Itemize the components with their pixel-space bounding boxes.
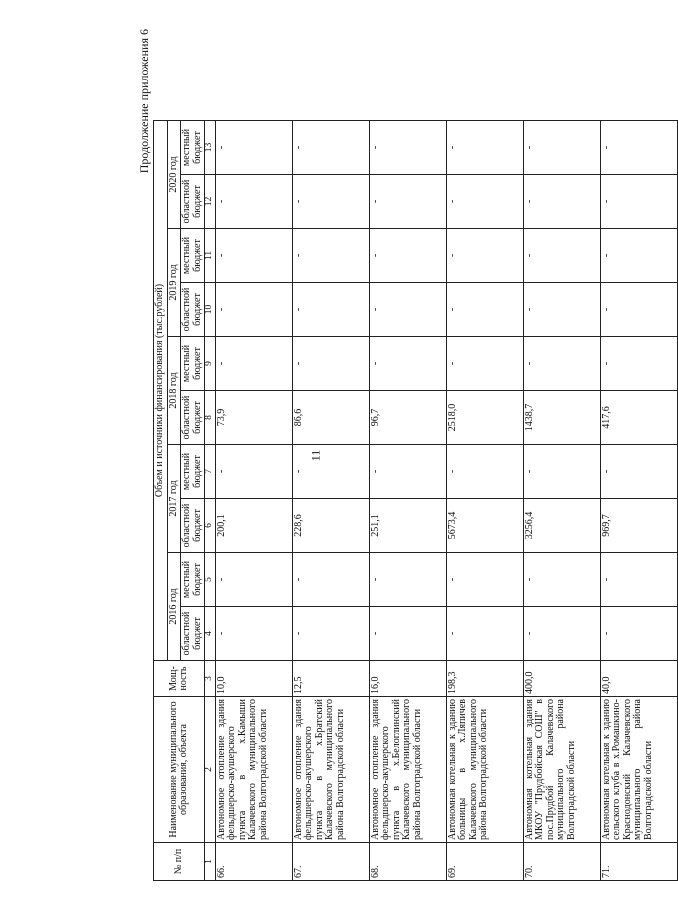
object-name: Автономное отопление здания фельдшерско-акушерского пункта в х.Братский Калачевского муниципального района Волгоградской области bbox=[292, 697, 369, 843]
column-number: 9 bbox=[205, 337, 216, 391]
object-name: Автономная котельная к зданию больницы в х.Ляпичев Калачевского муниципального района Волгоградской области bbox=[446, 697, 523, 843]
funding-value: - bbox=[215, 283, 292, 337]
column-number: 7 bbox=[205, 445, 216, 499]
funding-value: - bbox=[292, 337, 369, 391]
table-row bbox=[600, 121, 677, 881]
rotated-page bbox=[133, 21, 654, 889]
header-power: Мощ-ность bbox=[154, 661, 205, 697]
column-number: 8 bbox=[205, 391, 216, 445]
funding-value: - bbox=[292, 175, 369, 229]
funding-value: - bbox=[523, 175, 600, 229]
row-number: 68. bbox=[369, 843, 446, 881]
column-number: 13 bbox=[205, 121, 216, 175]
column-number: 3 bbox=[205, 661, 216, 697]
object-power: 40,0 bbox=[600, 661, 677, 697]
funding-value: - bbox=[600, 553, 677, 607]
row-number: 71. bbox=[600, 843, 677, 881]
header-local-budget: местный бюджет bbox=[181, 229, 205, 283]
column-number: 10 bbox=[205, 283, 216, 337]
header-year: 2016 год bbox=[167, 553, 181, 661]
row-number: 67. bbox=[292, 843, 369, 881]
header-regional-budget: областной бюджет bbox=[181, 175, 205, 229]
row-number: 70. bbox=[523, 843, 600, 881]
funding-value: - bbox=[600, 121, 677, 175]
funding-value: - bbox=[215, 175, 292, 229]
funding-value: - bbox=[369, 121, 446, 175]
funding-value: 969,7 bbox=[600, 499, 677, 553]
funding-value: 5673,4 bbox=[446, 499, 523, 553]
column-number: 5 bbox=[205, 553, 216, 607]
funding-value: - bbox=[292, 445, 369, 499]
object-name: Автономное отопление здания фельдшерско-акушерского пункта в х.Камыши Калачевского муниципального района Волгоградской области bbox=[215, 697, 292, 843]
funding-value: - bbox=[600, 283, 677, 337]
object-name: Автономная котельная здания МКОУ "Прудбойская СОШ" в пос.Прудбой Калачевского муниципального района Волгоградской области bbox=[523, 697, 600, 843]
financing-table bbox=[153, 120, 678, 881]
object-power: 10,0 bbox=[215, 661, 292, 697]
funding-value: - bbox=[369, 337, 446, 391]
header-regional-budget: областной бюджет bbox=[181, 391, 205, 445]
header-year: 2017 год bbox=[167, 445, 181, 553]
header-regional-budget: областной бюджет bbox=[181, 499, 205, 553]
header-name: Наименование муниципального образования, объекта bbox=[154, 697, 205, 843]
funding-value: - bbox=[292, 121, 369, 175]
table-row bbox=[523, 121, 600, 881]
column-number: 11 bbox=[205, 229, 216, 283]
object-power: 400,0 bbox=[523, 661, 600, 697]
funding-value: 1438,7 bbox=[523, 391, 600, 445]
header-regional-budget: областной бюджет bbox=[181, 283, 205, 337]
funding-value: 228,6 bbox=[292, 499, 369, 553]
funding-value: 73,9 bbox=[215, 391, 292, 445]
header-year: 2019 год bbox=[167, 229, 181, 337]
funding-value: - bbox=[446, 337, 523, 391]
row-number: 69. bbox=[446, 843, 523, 881]
column-number: 4 bbox=[205, 607, 216, 661]
funding-value: - bbox=[446, 121, 523, 175]
funding-value: - bbox=[446, 283, 523, 337]
funding-value: - bbox=[523, 121, 600, 175]
funding-value: - bbox=[446, 175, 523, 229]
object-name: Автономное отопление здания фельдшерско-акушерского пункта в х.Белоглинский Калачевского муниципального района Волгоградской области bbox=[369, 697, 446, 843]
funding-value: - bbox=[446, 607, 523, 661]
header-year: 2020 год bbox=[167, 121, 181, 229]
funding-value: - bbox=[600, 337, 677, 391]
funding-value: - bbox=[369, 553, 446, 607]
funding-value: 200,1 bbox=[215, 499, 292, 553]
funding-value: - bbox=[523, 445, 600, 499]
funding-value: - bbox=[292, 607, 369, 661]
object-power: 12,5 bbox=[292, 661, 369, 697]
funding-value: - bbox=[523, 607, 600, 661]
funding-value: - bbox=[215, 607, 292, 661]
funding-value: 2518,0 bbox=[446, 391, 523, 445]
table-row bbox=[369, 121, 446, 881]
column-number: 12 bbox=[205, 175, 216, 229]
header-year: 2018 год bbox=[167, 337, 181, 445]
funding-value: - bbox=[369, 229, 446, 283]
funding-value: - bbox=[369, 283, 446, 337]
column-number: 1 bbox=[205, 843, 216, 881]
funding-value: - bbox=[215, 229, 292, 283]
funding-value: - bbox=[600, 229, 677, 283]
header-local-budget: местный бюджет bbox=[181, 553, 205, 607]
funding-value: - bbox=[446, 445, 523, 499]
funding-value: 86,6 bbox=[292, 391, 369, 445]
funding-value: - bbox=[292, 229, 369, 283]
object-name: Автономная котельная к зданию сельского клуба в х.Ромашкино-Краснодонский Калачевского муниципального района Волгоградской области bbox=[600, 697, 677, 843]
funding-value: - bbox=[215, 121, 292, 175]
funding-value: 96,7 bbox=[369, 391, 446, 445]
row-number: 66. bbox=[215, 843, 292, 881]
table-row bbox=[292, 121, 369, 881]
header-funding: Объем и источники финансирования (тыс.рублей) bbox=[154, 121, 168, 661]
object-power: 16,0 bbox=[369, 661, 446, 697]
column-number: 2 bbox=[205, 697, 216, 843]
page-number: 11 bbox=[308, 449, 323, 462]
header-regional-budget: областной бюджет bbox=[181, 607, 205, 661]
funding-value: 3256,4 bbox=[523, 499, 600, 553]
funding-value: - bbox=[215, 337, 292, 391]
funding-value: - bbox=[215, 445, 292, 499]
header-local-budget: местный бюджет bbox=[181, 121, 205, 175]
funding-value: - bbox=[600, 607, 677, 661]
header-local-budget: местный бюджет bbox=[181, 337, 205, 391]
funding-value: - bbox=[369, 175, 446, 229]
funding-value: - bbox=[292, 553, 369, 607]
funding-value: - bbox=[446, 553, 523, 607]
funding-value: - bbox=[600, 445, 677, 499]
funding-value: - bbox=[523, 337, 600, 391]
funding-value: - bbox=[292, 283, 369, 337]
table-row bbox=[215, 121, 292, 881]
header-local-budget: местный бюджет bbox=[181, 445, 205, 499]
funding-value: - bbox=[600, 175, 677, 229]
object-power: 198,3 bbox=[446, 661, 523, 697]
funding-value: 417,6 bbox=[600, 391, 677, 445]
funding-value: - bbox=[446, 229, 523, 283]
header-no: № п/п bbox=[154, 843, 205, 881]
funding-value: - bbox=[523, 283, 600, 337]
funding-value: - bbox=[369, 445, 446, 499]
continuation-note: Продолжение приложения 6 bbox=[137, 29, 151, 174]
funding-value: - bbox=[523, 229, 600, 283]
funding-value: - bbox=[369, 607, 446, 661]
funding-value: - bbox=[523, 553, 600, 607]
table-row bbox=[446, 121, 523, 881]
funding-value: 251,1 bbox=[369, 499, 446, 553]
column-number: 6 bbox=[205, 499, 216, 553]
funding-value: - bbox=[215, 553, 292, 607]
